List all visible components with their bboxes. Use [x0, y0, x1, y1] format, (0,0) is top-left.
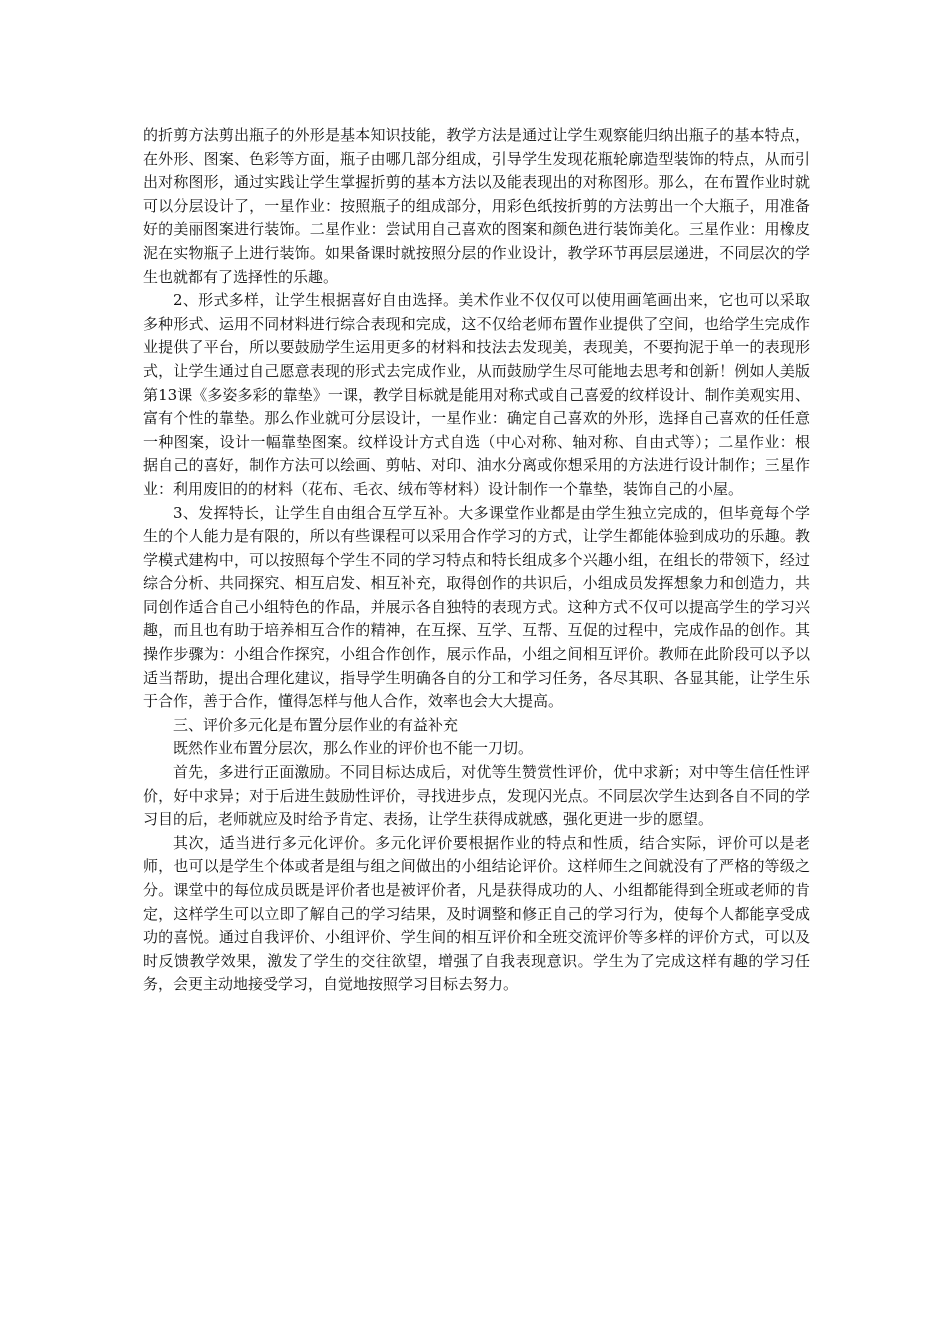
paragraph-form-variety: 2、形式多样，让学生根据喜好自由选择。美术作业不仅仅可以使用画笔画出来，它也可以采取多种形式、运用不同材料进行综合表现和完成，这不仅给老师布置作业提供了空间，也给学生完成作业提供了平台，所以要鼓励学生运用更多的材料和技法去发现美，表现美，不要拘泥于单一的表现形式，让学生通过自己愿意表现的形式去完成作业，从而鼓励学生尽可能地去思考和创新！例如人美版第13课《多姿多彩的靠垫》一课，教学目标就是能用对称式或自己喜爱的纹样设计、制作美观实用、富有个性的靠垫。那么作业就可分层设计，一星作业：确定自己喜欢的外形，选择自己喜欢的任任意一种图案，设计一幅靠垫图案。纹样设计方式自选（中心对称、轴对称、自由式等）；二星作业：根据自己的喜好，制作方法可以绘画、剪帖、对印、油水分离或你想采用的方法进行设计制作；三星作业：利用废旧的的材料（花布、毛衣、绒布等材料）设计制作一个靠垫，装饰自己的小屋。: [143, 291, 810, 498]
document-body: [143, 124, 810, 997]
paragraph-diverse-evaluation: 其次，适当进行多元化评价。多元化评价要根据作业的特点和性质，结合实际，评价可以是老师，也可以是学生个体或者是组与组之间做出的小组结论评价。这样师生之间就没有了严格的等级之分。课堂中的每位成员既是评价者也是被评价者，凡是获得成功的人、小组都能得到全班或老师的肯定，这样学生可以立即了解自己的学习结果，及时调整和修正自己的学习行为，使每个人都能享受成功的喜悦。通过自我评价、小组评价、学生间的相互评价和全班交流评价等多样的评价方式，可以及时反馈教学效果，激发了学生的交往欲望，增强了自我表现意识。学生为了完成这样有趣的学习任务，会更主动地接受学习，自觉地按照学习目标去努力。: [143, 833, 810, 994]
section-heading-evaluation: 三、评价多元化是布置分层作业的有益补充: [173, 715, 459, 734]
paragraph-evaluation-intro: 既然作业布置分层次，那么作业的评价也不能一刀切。: [173, 739, 534, 758]
paragraph-positive-incentive: 首先，多进行正面激励。不同目标达成后，对优等生赞赏性评价，优中求新；对中等生信任性评价，好中求异；对于后进生鼓励性评价，寻找进步点，发现闪光点。不同层次学生达到各自不同的学习目的后，老师就应及时给予肯定、表扬，让学生获得成就感，强化更进一步的愿望。: [143, 763, 810, 829]
paragraph-continuation: 的折剪方法剪出瓶子的外形是基本知识技能，教学方法是通过让学生观察能归纳出瓶子的基本特点，在外形、图案、色彩等方面，瓶子由哪几部分组成，引导学生发现花瓶轮廓造型装饰的特点，从而引出对称图形，通过实践让学生掌握折剪的基本方法以及能表现出的对称图形。那么，在布置作业时就可以分层设计了，一星作业：按照瓶子的组成部分，用彩色纸按折剪的方法剪出一个大瓶子，用准备好的美丽图案进行装饰。二星作业：尝试用自己喜欢的图案和颜色进行装饰美化。三星作业：用橡皮泥在实物瓶子上进行装饰。如果备课时就按照分层的作业设计，教学环节再层层递进，不同层次的学生也就都有了选择性的乐趣。: [143, 126, 810, 286]
paragraph-group-cooperation: 3、发挥特长，让学生自由组合互学互补。大多课堂作业都是由学生独立完成的，但毕竟每个学生的个人能力是有限的，所以有些课程可以采用合作学习的方式，让学生都能体验到成功的乐趣。教学模式建构中，可以按照每个学生不同的学习特点和特长组成多个兴趣小组，在组长的带领下，经过综合分析、共同探究、相互启发、相互补充，取得创作的共识后，小组成员发挥想象力和创造力，共同创作适合自己小组特色的作品，并展示各自独特的表现方式。这种方式不仅可以提高学生的学习兴趣，而且也有助于培养相互合作的精神，在互探、互学、互帮、互促的过程中，完成作品的创作。其操作步骤为：小组合作探究，小组合作创作，展示作品，小组之间相互评价。教师在此阶段可以予以适当帮助，提出合理化建议，指导学生明确各自的分工和学习任务，各尽其职、各显其能，让学生乐于合作，善于合作，懂得怎样与他人合作，效率也会大大提高。: [143, 503, 810, 711]
